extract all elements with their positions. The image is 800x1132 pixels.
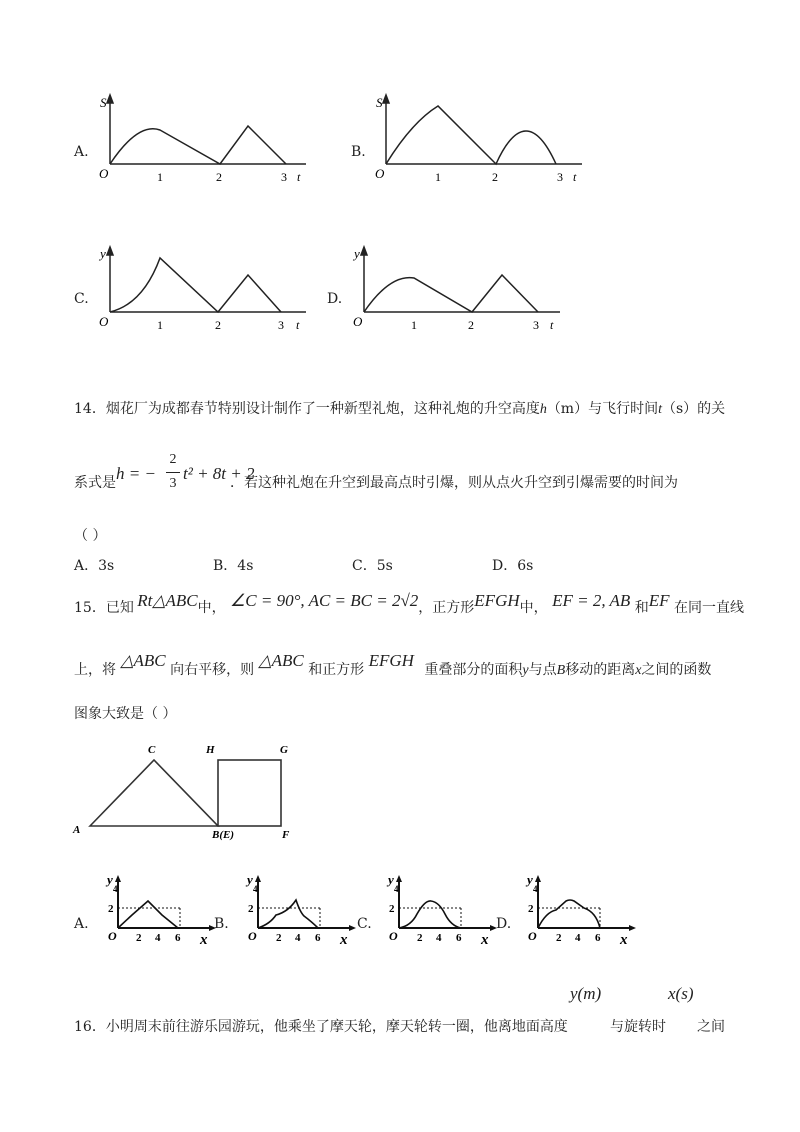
tick-2: 2	[215, 318, 221, 332]
tick-6: 6	[315, 932, 321, 944]
q14-choice-a: A．3s	[74, 558, 115, 574]
y-axis-label: y	[100, 246, 106, 261]
q15-graph-d	[520, 870, 645, 950]
q13-option-d-label: D.	[327, 291, 343, 307]
tick-2: 2	[216, 170, 222, 184]
q13-graph-c	[98, 244, 313, 336]
q16-text-1: 16．小明周末前往游乐园游玩，他乘坐了摩天轮，摩天轮转一圈，他离地面高度	[74, 1019, 568, 1035]
q14-choice-c: C．5s	[352, 558, 393, 574]
q15-option-b-label: B.	[214, 916, 229, 932]
q15-text-3: ，正方形	[418, 600, 475, 616]
tick-4: 4	[575, 932, 581, 944]
y-axis-label: S	[376, 95, 383, 110]
q15-text-9: 和正方形	[308, 662, 365, 678]
q16-x-s: x(s)	[668, 984, 694, 1003]
origin-label: O	[528, 929, 537, 943]
q16-y-m: y(m)	[570, 984, 602, 1003]
graph-curve	[110, 126, 286, 164]
q14-answer-paren: （ ）	[74, 528, 107, 544]
q14-frac-num: 2	[169, 452, 177, 467]
x-axis-label: t	[296, 318, 300, 332]
y-axis-label: y	[527, 872, 533, 887]
y-top-label: 4	[113, 884, 118, 894]
q15-text-12: 移动的距离	[565, 662, 636, 678]
y-top-label: 4	[533, 884, 538, 894]
x-axis-label: t	[297, 170, 301, 184]
tick-1: 1	[157, 170, 163, 184]
q14-line-2-suffix: ．若这种礼炮在升空到最高点时引爆，则从点火升空到引爆需要的时间为	[230, 475, 678, 491]
y-arrow	[107, 247, 113, 255]
tick-4: 4	[436, 932, 442, 944]
q16-text-3: 之间	[697, 1019, 725, 1035]
tick-2: 2	[556, 932, 562, 944]
tick-6: 6	[456, 932, 462, 944]
label-a: A	[73, 824, 81, 836]
y-axis-label: y	[388, 872, 394, 887]
origin-label: O	[375, 166, 385, 181]
x-axis-label: x	[620, 932, 628, 948]
q14-unit-m: （m）与飞行时间	[546, 401, 659, 417]
q14-line-1	[74, 400, 725, 419]
q15-efgh: EFGH	[474, 591, 520, 610]
graph-curve	[364, 275, 538, 312]
q15-option-c-label: C.	[357, 916, 372, 932]
q15-text-6: 在同一直线	[673, 600, 744, 616]
y-mark-label: 2	[108, 903, 114, 915]
origin-label: O	[108, 929, 117, 943]
graph-curve	[118, 901, 178, 928]
x-axis-label: x	[340, 932, 348, 948]
q15-text-7: 上，将	[74, 662, 116, 678]
q15-graph-c	[381, 870, 506, 950]
q15-figure	[70, 738, 330, 848]
y-mark-label: 2	[248, 903, 254, 915]
y-arrow	[361, 247, 367, 255]
q14-choice-d: D．6s	[492, 558, 534, 574]
q14-frac-bar	[166, 472, 180, 473]
q15-text-8: 向右平移，则	[170, 662, 255, 678]
q15-ef: EF	[648, 591, 670, 610]
y-top-label: 4	[253, 884, 258, 894]
q14-text-1: 14．烟花厂为成都春节特别设计制作了一种新型礼炮，这种礼炮的升空高度	[74, 401, 540, 417]
q13-option-a-label: A.	[74, 144, 89, 160]
x-axis-label: x	[481, 932, 489, 948]
y-mark-label: 2	[389, 903, 395, 915]
q15-rt-abc: Rt△ABC	[137, 591, 198, 610]
y-arrow	[383, 95, 389, 103]
q15-text-1: 15．已知	[74, 600, 134, 616]
q15-b-var: B	[556, 663, 566, 678]
tick-4: 4	[295, 932, 301, 944]
q13-option-b-label: B.	[351, 144, 366, 160]
q13-option-c-label: C.	[74, 291, 89, 307]
x-axis-label: t	[550, 318, 554, 332]
tick-1: 1	[411, 318, 417, 332]
graph-curve	[110, 258, 281, 312]
y-axis-label: y	[247, 872, 253, 887]
q14-choice-b: B．4s	[213, 558, 254, 574]
q15-condition-2: EF = 2, AB	[552, 591, 631, 610]
q14-h-var: h	[539, 402, 547, 417]
tick-6: 6	[595, 932, 601, 944]
tick-6: 6	[175, 932, 181, 944]
x-axis-label: t	[573, 170, 577, 184]
q15-abc-1: △ABC	[120, 651, 166, 670]
q14-choices	[74, 557, 634, 575]
q14-unit-s: （s）的关	[661, 401, 726, 417]
origin-label: O	[353, 314, 363, 329]
q15-text-4: 中，	[519, 600, 548, 616]
label-h: H	[206, 744, 215, 756]
square-efgh	[218, 760, 281, 826]
q15-text-10: 重叠部分的面积	[424, 662, 523, 678]
triangle-abc	[90, 760, 218, 826]
q15-graph-a	[100, 870, 225, 950]
graph-curve	[538, 900, 600, 928]
q15-text-2: 中，	[197, 600, 226, 616]
tick-1: 1	[435, 170, 441, 184]
tick-4: 4	[155, 932, 161, 944]
q15-option-a-label: A.	[74, 916, 89, 932]
y-axis-label: y	[107, 872, 113, 887]
q15-option-d-label: D.	[496, 916, 512, 932]
y-arrow	[107, 95, 113, 103]
q15-y-var: y	[522, 663, 529, 678]
tick-3: 3	[281, 170, 287, 184]
q15-text-11: 与点	[528, 662, 557, 678]
label-g: G	[280, 744, 288, 756]
q14-formula-lhs: h = −	[116, 464, 156, 483]
q13-graph-d	[352, 244, 567, 336]
q15-abc-2: △ABC	[258, 651, 304, 670]
q15-text-13: 之间的函数	[641, 662, 712, 678]
tick-1: 1	[157, 318, 163, 332]
tick-3: 3	[557, 170, 563, 184]
tick-2: 2	[492, 170, 498, 184]
q15-condition-1: ∠C = 90°, AC = BC = 2√2	[230, 591, 419, 610]
y-mark-label: 2	[528, 903, 534, 915]
label-b-e: B(E)	[212, 829, 234, 841]
y-axis-label: y	[354, 246, 360, 261]
q15-line-2	[74, 651, 712, 680]
q15-x-var: x	[635, 663, 642, 678]
label-f: F	[282, 829, 290, 841]
q15-text-5: 和	[634, 600, 649, 616]
q14-formula-rhs: t² + 8t + 2	[183, 464, 255, 483]
q15-line-3: 图象大致是（ ）	[74, 706, 177, 722]
y-axis-label: S	[100, 95, 107, 110]
tick-2: 2	[417, 932, 423, 944]
tick-2: 2	[136, 932, 142, 944]
origin-label: O	[99, 166, 109, 181]
q15-line-1	[74, 591, 744, 617]
q13-graph-b	[374, 92, 589, 184]
x-axis-label: x	[200, 932, 208, 948]
q16-text-2: 与旋转时	[610, 1019, 666, 1035]
tick-3: 3	[533, 318, 539, 332]
q15-efgh-2: EFGH	[368, 651, 414, 670]
tick-3: 3	[278, 318, 284, 332]
origin-label: O	[389, 929, 398, 943]
q13-graph-a	[98, 92, 313, 184]
graph-curve	[399, 901, 461, 928]
y-top-label: 4	[394, 884, 399, 894]
tick-2: 2	[468, 318, 474, 332]
graph-curve	[258, 900, 318, 928]
q14-frac-den: 3	[169, 476, 177, 491]
q14-line-2-prefix: 系式是	[74, 475, 116, 491]
tick-2: 2	[276, 932, 282, 944]
origin-label: O	[99, 314, 109, 329]
origin-label: O	[248, 929, 257, 943]
q15-graph-b	[240, 870, 365, 950]
graph-curve	[386, 106, 556, 164]
q14-t-var: t	[658, 402, 662, 417]
label-c: C	[148, 744, 156, 756]
